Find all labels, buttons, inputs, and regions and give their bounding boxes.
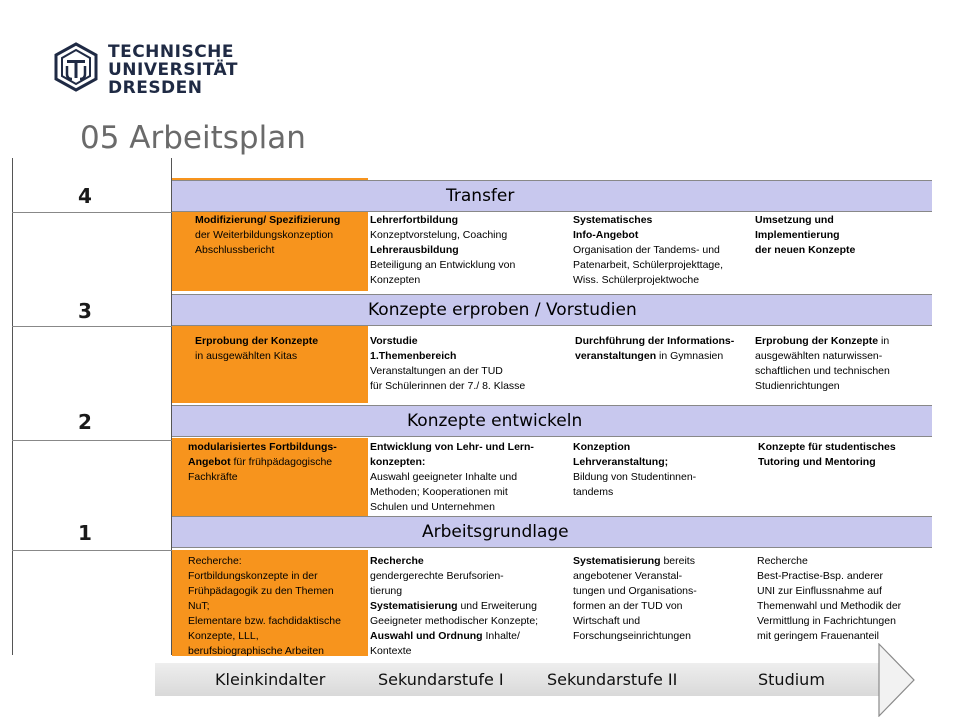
cell-line — [757, 584, 901, 599]
cell-line-text: Lehrerausbildung — [370, 244, 459, 256]
cell-line — [370, 485, 534, 500]
cell-line — [195, 228, 340, 243]
phase-2-col-3 — [573, 440, 696, 500]
cell-line-text: NuT; — [188, 600, 210, 612]
cell-line — [573, 228, 723, 243]
phase-3-col-3 — [575, 334, 734, 364]
cell-line — [195, 213, 340, 228]
cell-line — [370, 614, 538, 629]
page-title: 05 Arbeitsplan — [80, 120, 306, 156]
cell-line-text: Themenwahl und Methodik der — [757, 600, 902, 612]
cell-line-text: Konzepten — [370, 274, 421, 286]
cell-line — [370, 273, 515, 288]
cell-line — [755, 243, 855, 258]
phase-4-col-2 — [370, 213, 515, 288]
cell-line-text: Wirtschaft und — [573, 615, 641, 627]
cell-line — [573, 599, 697, 614]
cell-line — [188, 584, 341, 599]
phase-2-number: 2 — [78, 410, 92, 434]
cell-line-text: tungen und Organisations- — [573, 585, 697, 597]
cell-line — [370, 629, 538, 644]
cell-line — [755, 349, 890, 364]
cell-line-text: modularisiertes Fortbildungs- — [188, 441, 337, 453]
logo-line-1: TECHNISCHE — [108, 42, 235, 62]
phase-2-band — [172, 405, 932, 437]
cell-line-text: Beteiligung an Entwicklung von — [370, 259, 516, 271]
cell-line-text: Veranstaltungen an der TUD — [370, 365, 503, 377]
cell-line-text: berufsbiographische Arbeiten — [188, 645, 325, 657]
cell-line — [573, 584, 697, 599]
cell-line — [755, 213, 855, 228]
cell-line — [370, 258, 515, 273]
cell-line — [370, 599, 538, 614]
cell-line-text: der neuen Konzepte — [755, 244, 856, 256]
logo-line-3: DRESDEN — [108, 78, 203, 98]
cell-line-text: schaftlichen und technischen — [755, 365, 890, 377]
cell-line — [573, 258, 723, 273]
separator-line — [12, 212, 172, 213]
cell-line-text: Geeigneter methodischer Konzepte; — [370, 615, 539, 627]
cell-line — [370, 440, 534, 455]
cell-line — [757, 614, 901, 629]
cell-line — [370, 334, 525, 349]
cell-line-text: Wiss. Schülerprojektwoche — [573, 274, 700, 286]
phase-1-label: Arbeitsgrundlage — [422, 522, 569, 542]
cell-line — [573, 213, 723, 228]
cell-line-text: Lehrveranstaltung; — [573, 456, 669, 468]
cell-line-text: tierung — [370, 585, 403, 597]
cell-line-rest: in Gymnasien — [656, 350, 724, 362]
cell-line-text: Fortbildungskonzepte in der — [188, 570, 318, 582]
cell-line-text: Implementierung — [755, 229, 840, 241]
cell-line-text: Elementare bzw. fachdidaktische — [188, 615, 341, 627]
cell-line-text: konzepten: — [370, 456, 426, 468]
cell-line — [573, 614, 697, 629]
cell-line-rest: Inhalte/ — [482, 630, 520, 642]
cell-line-text: Systematisierung — [370, 600, 458, 612]
arrow-right-icon — [878, 643, 916, 717]
cell-line — [370, 228, 515, 243]
phase-4-col-1 — [195, 213, 340, 258]
cell-line — [188, 614, 341, 629]
cell-line-text: Vermittlung in Fachrichtungen — [757, 615, 896, 627]
stage-sekundarstufe-1: Sekundarstufe I — [378, 670, 504, 689]
cell-line-text: Auswahl und Ordnung — [370, 630, 483, 642]
cell-line — [573, 470, 696, 485]
cell-line-text: gendergerechte Berufsorien- — [370, 570, 504, 582]
phase-3-label: Konzepte erproben / Vorstudien — [368, 300, 637, 320]
phase-2-col-4 — [758, 440, 896, 470]
stage-kleinkindalter: Kleinkindalter — [215, 670, 326, 689]
cell-line-text: Studienrichtungen — [755, 380, 840, 392]
phase-3-col-2 — [370, 334, 525, 394]
cell-line — [370, 584, 538, 599]
cell-line — [758, 455, 896, 470]
cell-line — [755, 379, 890, 394]
cell-line-text: tandems — [573, 486, 614, 498]
cell-line-text: Tutoring und Mentoring — [758, 456, 876, 468]
cell-line-text: Kontexte — [370, 645, 412, 657]
phase-4-number: 4 — [78, 184, 92, 208]
cell-line-text: in ausgewählten Kitas — [195, 350, 298, 362]
cell-line — [188, 599, 341, 614]
cell-line — [370, 379, 525, 394]
cell-line-text: Konzepte, LLL, — [188, 630, 259, 642]
cell-line-text: mit geringem Frauenanteil — [757, 630, 879, 642]
cell-line-text: Systematisierung — [573, 555, 661, 567]
cell-line-text: Forschungseinrichtungen — [573, 630, 691, 642]
cell-line-text: Systematisches — [573, 214, 653, 226]
cell-line-text: Konzepte für studentisches — [758, 441, 896, 453]
cell-line — [757, 629, 901, 644]
cell-line — [757, 569, 901, 584]
cell-line-text: Konzeptvorstelung, Coaching — [370, 229, 508, 241]
cell-line — [573, 455, 696, 470]
cell-line-text: Durchführung der Informations- — [575, 335, 735, 347]
cell-line-text: Lehrerfortbildung — [370, 214, 459, 226]
cell-line-text: Methoden; Kooperationen mit — [370, 486, 508, 498]
cell-line-text: Best-Practise-Bsp. anderer — [757, 570, 884, 582]
cell-line-text: Vorstudie — [370, 335, 418, 347]
cell-line — [188, 644, 341, 659]
cell-line — [188, 440, 337, 455]
cell-line-text: Recherche — [757, 555, 808, 567]
cell-line-text: veranstaltungen — [575, 350, 657, 362]
cell-line-text: Konzeption — [573, 441, 631, 453]
cell-line-text: Modifizierung/ Spezifizierung — [195, 214, 341, 226]
cell-line — [370, 213, 515, 228]
cell-line-text: Info-Angebot — [573, 229, 639, 241]
cell-line-text: Umsetzung und — [755, 214, 834, 226]
cell-line — [757, 554, 901, 569]
cell-line-text: Recherche — [370, 555, 424, 567]
logo-line-2: UNIVERSITÄT — [108, 60, 238, 80]
cell-line-text: Recherche: — [188, 555, 242, 567]
cell-line — [573, 440, 696, 455]
cell-line-text: Auswahl geeigneter Inhalte und — [370, 471, 518, 483]
cell-line-rest: in — [878, 335, 890, 347]
cell-line — [370, 644, 538, 659]
cell-line — [188, 455, 337, 470]
cell-line-text: Organisation der Tandems- und — [573, 244, 720, 256]
phase-2-col-2 — [370, 440, 534, 515]
separator-line — [12, 326, 172, 327]
cell-line — [573, 485, 696, 500]
tu-dresden-emblem-icon — [52, 42, 100, 92]
cell-line — [573, 569, 697, 584]
cell-line — [370, 243, 515, 258]
separator-line — [12, 550, 172, 551]
cell-line — [370, 364, 525, 379]
cell-line-text: für Schülerinnen der 7./ 8. Klasse — [370, 380, 526, 392]
cell-line-text: UNI zur Einflussnahme auf — [757, 585, 882, 597]
cell-line — [188, 629, 341, 644]
cell-line-text: Entwicklung von Lehr- und Lern- — [370, 441, 534, 453]
tu-dresden-logo — [52, 42, 252, 98]
cell-line-text: 1.Themenbereich — [370, 350, 457, 362]
cell-line-text: Schulen und Unternehmen — [370, 501, 495, 513]
phase-2-col-1 — [188, 440, 337, 485]
phase-4-col-4 — [755, 213, 855, 258]
cell-line-rest: bereits — [660, 555, 695, 567]
cell-line — [195, 349, 318, 364]
cell-line — [573, 273, 723, 288]
phase-1-number: 1 — [78, 521, 92, 545]
cell-line-text: Erprobung der Konzepte — [195, 335, 319, 347]
phase-1-band — [172, 516, 932, 548]
phase-1-col-4 — [757, 554, 901, 644]
cell-line — [188, 554, 341, 569]
phase-3-band — [172, 294, 932, 326]
phase-1-col-2 — [370, 554, 538, 659]
cell-line-text: angebotener Veranstal- — [573, 570, 683, 582]
cell-line — [370, 349, 525, 364]
cell-line — [370, 500, 534, 515]
cell-line — [195, 243, 340, 258]
cell-line-text: Angebot — [188, 456, 231, 468]
left-frame-line — [12, 158, 13, 655]
cell-line-rest: für frühpädagogische — [230, 456, 333, 468]
cell-line — [755, 228, 855, 243]
phase-3-col-4 — [755, 334, 890, 394]
cell-line-text: Patenarbeit, Schülerprojekttage, — [573, 259, 724, 271]
stage-sekundarstufe-2: Sekundarstufe II — [547, 670, 678, 689]
cell-line — [370, 455, 534, 470]
cell-line-text: Frühpädagogik zu den Themen — [188, 585, 334, 597]
cell-line-text: formen an der TUD von — [573, 600, 683, 612]
cell-line-rest: und Erweiterung — [457, 600, 537, 612]
cell-line — [575, 334, 734, 349]
cell-line — [573, 554, 697, 569]
cell-line — [755, 364, 890, 379]
cell-line-text: ausgewählten naturwissen- — [755, 350, 883, 362]
phase-2-label: Konzepte entwickeln — [407, 411, 583, 431]
cell-line — [370, 569, 538, 584]
phase-4-col-3 — [573, 213, 723, 288]
phase-4-label: Transfer — [446, 186, 515, 206]
cell-line — [188, 470, 337, 485]
cell-line — [757, 599, 901, 614]
cell-line — [370, 554, 538, 569]
cell-line-text: Fachkräfte — [188, 471, 238, 483]
cell-line — [573, 629, 697, 644]
phase-1-col-1 — [188, 554, 341, 659]
cell-line — [188, 569, 341, 584]
stage-studium: Studium — [758, 670, 825, 689]
cell-line — [755, 334, 890, 349]
cell-line-text: der Weiterbildungskonzeption — [195, 229, 334, 241]
cell-line — [573, 243, 723, 258]
separator-line — [12, 440, 172, 441]
phase-3-number: 3 — [78, 299, 92, 323]
cell-line-text: Abschlussbericht — [195, 244, 275, 256]
phase-3-col-1 — [195, 334, 318, 364]
phase-4-band — [172, 180, 932, 212]
cell-line-text: Bildung von Studentinnen- — [573, 471, 697, 483]
cell-line — [758, 440, 896, 455]
cell-line-text: Erprobung der Konzepte — [755, 335, 879, 347]
phase-1-col-3 — [573, 554, 697, 644]
cell-line — [195, 334, 318, 349]
cell-line — [370, 470, 534, 485]
cell-line — [575, 349, 734, 364]
